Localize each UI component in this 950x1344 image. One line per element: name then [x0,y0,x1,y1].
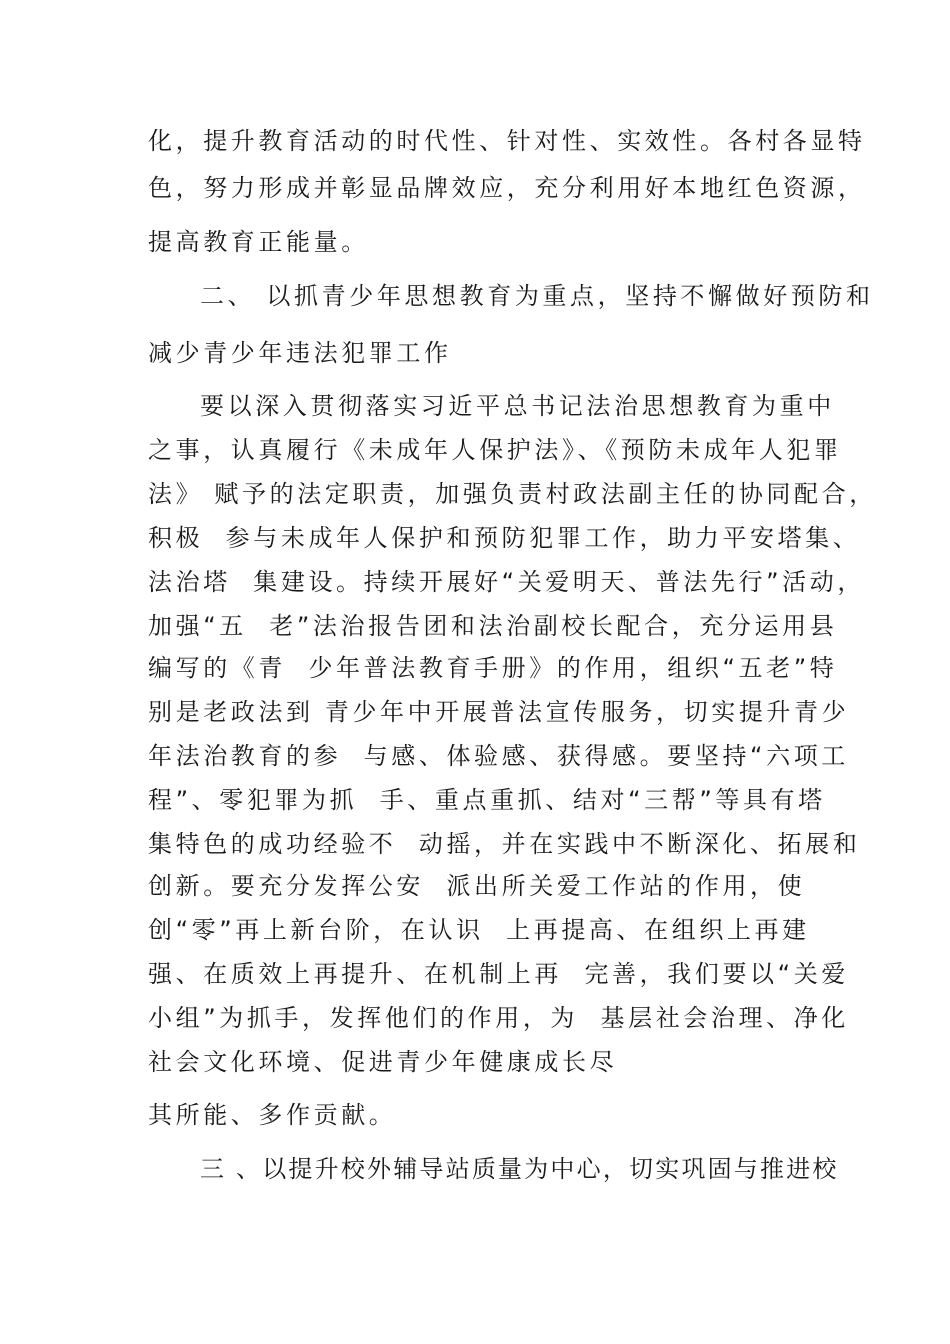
text-line: 加强“五 老”法治报告团和法治副校长配合，充分运用县 [148,612,838,640]
text-line: 年法治教育的参 与感、体验感、获得感。要坚持“六项工 [148,742,849,770]
section-heading: 二、 以抓青少年思想教育为重点，坚持不懈做好预防和 [200,282,874,310]
text-line: 要以深入贯彻落实习近平总书记法治思想教育为重中 [200,392,835,420]
text-line: 之事，认真履行《未成年人保护法》、《预防未成年人犯罪 [148,436,842,464]
text-line: 其所能、多作贡献。 [148,1101,397,1129]
section-heading-continued: 减少青少年违法犯罪工作 [148,339,452,367]
text-line: 化，提升教育活动的时代性、针对性、实效性。各村各显特 [148,127,866,155]
text-line: 集特色的成功经验不 动摇，并在实践中不断深化、拓展和 [148,830,861,858]
text-line: 编写的《青 少年普法教育手册》的作用，组织“五老”特 [148,654,838,682]
text-line: 强、在质效上再提升、在机制上再 完善，我们要以“关爱 [148,960,849,988]
text-line: 积极 参与未成年人保护和预防犯罪工作，助力平安塔集、 [148,524,861,552]
text-line: 小组”为抓手，发挥他们的作用，为 基层社会治理、净化 [148,1004,849,1032]
text-line: 社会文化环境、促进青少年健康成长尽 [148,1048,618,1076]
text-line: 程”、零犯罪为抓 手、重点重抓、结对“三帮”等具有塔 [148,786,826,814]
text-line: 法治塔 集建设。持续开展好“关爱明天、普法先行”活动， [148,568,865,596]
text-line: 创新。要充分发挥公安 派出所关爱工作站的作用，使 [148,872,806,900]
text-line: 提高教育正能量。 [148,228,369,256]
text-line: 创“零”再上新台阶，在认识 上再提高、在组织上再建 [148,916,810,944]
text-line: 法》 赋予的法定职责，加强负责村政法副主任的协同配合， [148,480,877,508]
section-heading: 三 、以提升校外辅导站质量为中心，切实巩固与推进校 [200,1155,839,1183]
text-line: 别是老政法到 青少年中开展普法宣传服务，切实提升青少 [148,698,850,726]
text-line: 色，努力形成并彰显品牌效应，充分利用好本地红色资源， [148,174,866,202]
